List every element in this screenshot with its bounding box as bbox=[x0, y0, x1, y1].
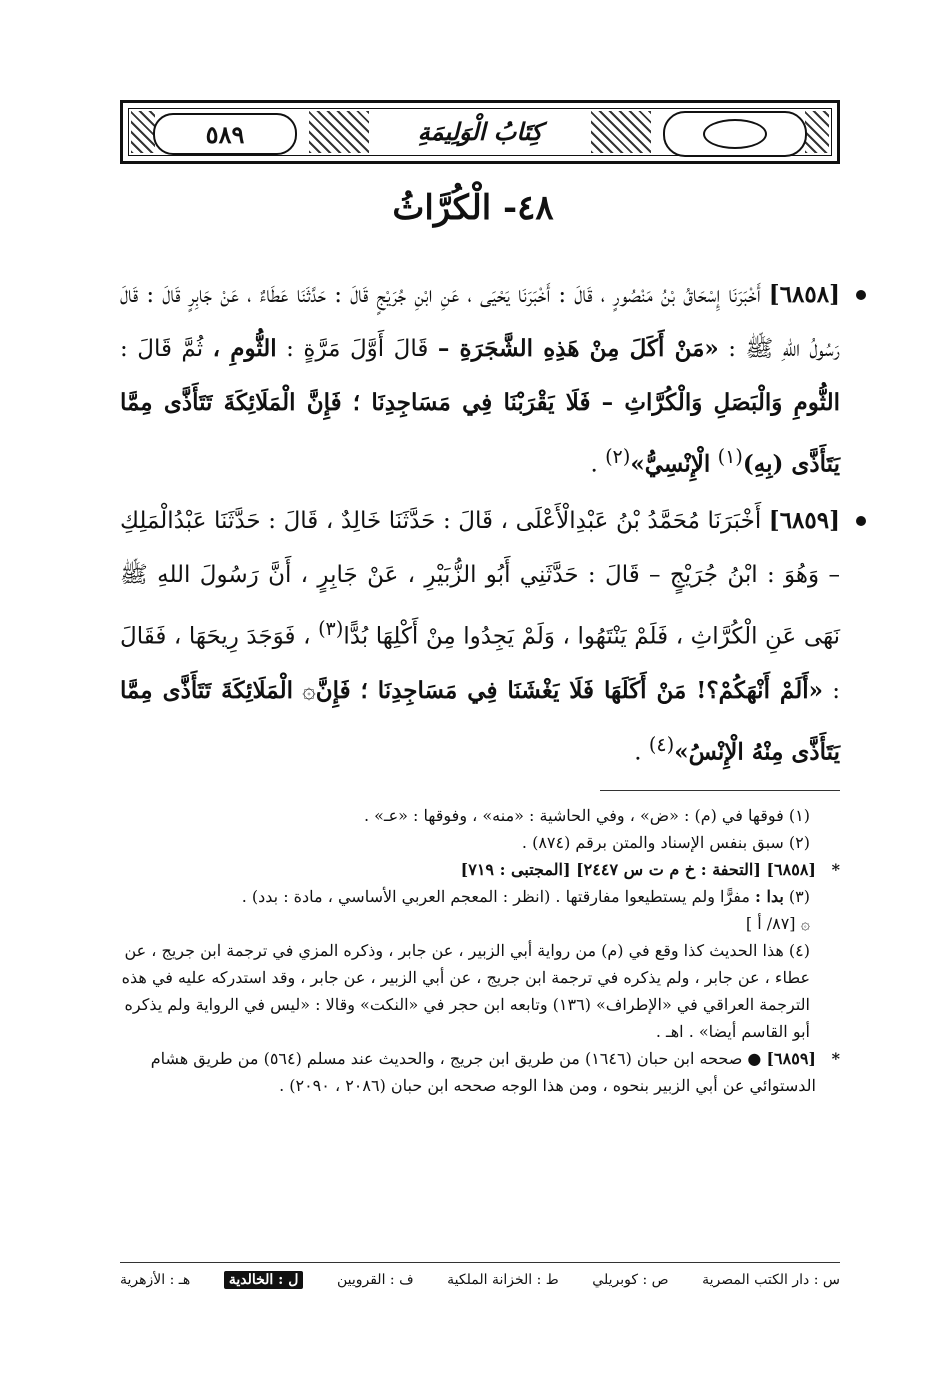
legend-item: ص : كوبريلي bbox=[592, 1272, 669, 1288]
bullet-icon bbox=[856, 290, 866, 300]
asterisk-icon: * bbox=[831, 860, 840, 879]
footnote-text: مفرًّا ولم يستطيعوا مفارقتها . (انظر : المعجم العربي الأساسي ، مادة : بدد) . bbox=[241, 887, 750, 906]
takhrij-text: ● صححه ابن حبان (١٦٤٦) من طريق ابن جريج ، والحديث عند مسلم (٥٦٤) من طريق هشام الدستوائي عن أبي الزبير بنحوه ، ومن هذا الوجه صححه ابن حبان (٢٠٨٦ ، ٢٠٩٠) . bbox=[150, 1049, 816, 1095]
page-header bbox=[120, 100, 840, 164]
prophetic-text: الْإِنْسِيُّ» bbox=[630, 450, 711, 478]
hadith-narration: أَخْبَرَنَا إِسْحَاقُ بْنُ مَنْصُورٍ ، قَالَ : أَخْبَرَنَا يَحْيَى ، عَنِ ابْنِ جُرَيْجٍ قَالَ : حَدَّثَنَا عَطَاءٌ ، عَنْ جَابِرٍ قَالَ : قَالَ رَسُولُ اللهِ ﷺ : bbox=[120, 282, 840, 362]
legend-divider bbox=[120, 1262, 840, 1263]
footnote-ref: (٢) bbox=[605, 445, 631, 468]
hadith-end: . bbox=[634, 739, 649, 766]
legend-item: س : دار الكتب المصرية bbox=[702, 1272, 840, 1288]
hadith-number: [٦٨٥٨] bbox=[768, 281, 840, 308]
folio-note bbox=[110, 910, 840, 937]
footnote-text: فوقها في (م) : «ض» ، وفي الحاشية : «منه» ، وفوقها : «عـ» . bbox=[363, 806, 784, 825]
footnote-ref: (١) bbox=[717, 445, 743, 468]
folio-text: ۞ [٨٧/ أ ] bbox=[745, 914, 810, 933]
book-title: كِتَابُ الْوَلِيمَةِ bbox=[417, 116, 543, 146]
ornament-band bbox=[805, 111, 829, 153]
takhrij-number: [٦٨٥٩] bbox=[766, 1049, 816, 1068]
prophetic-text: الثُّومِ وَالْبَصَلِ وَالْكُرَّاثِ – فَلَا يَقْرَبْنَا فِي مَسَاجِدِنَا ؛ فَإِنَّ الْمَلَائِكَةَ تَتَأَذَّى مِمَّا يَتَأَذَّى (بِهِ) bbox=[120, 389, 840, 478]
footnote-2 bbox=[110, 829, 840, 856]
hadith-6859 bbox=[120, 494, 840, 779]
publisher-logo bbox=[663, 111, 807, 157]
prophetic-text: «مَنْ أَكَلَ مِنْ هَذِهِ الشَّجَرَةِ – bbox=[437, 335, 719, 362]
footnote-number: (٣) bbox=[788, 887, 810, 906]
hadith-number: [٦٨٥٩] bbox=[768, 507, 840, 534]
hadith-6858 bbox=[120, 268, 840, 492]
ornament-band bbox=[591, 111, 651, 153]
footnote-text: سبق بنفس الإسناد والمتن برقم (٨٧٤) . bbox=[521, 833, 784, 852]
footnote-term: بدا : bbox=[755, 887, 784, 906]
page-number: ٥٨٩ bbox=[153, 113, 297, 155]
legend-item-highlighted: ل : الخالدية bbox=[224, 1271, 304, 1289]
legend-item: ط : الخزانة الملكية bbox=[447, 1272, 559, 1288]
asterisk-icon: * bbox=[831, 1049, 840, 1068]
footnote-number: (٢) bbox=[788, 833, 810, 852]
hadith-narration: ، فَوَجَدَ رِيحَهَا ، فَقَالَ : bbox=[120, 623, 840, 704]
footnote-divider bbox=[600, 790, 840, 791]
prophetic-text: الْمَلَائِكَةَ تَتَأَذَّى مِمَّا يَتَأَذَّى مِنْهُ الْإِنْسُ» bbox=[120, 676, 840, 766]
footnote-4 bbox=[110, 937, 840, 1045]
takhrij-6859 bbox=[110, 1045, 840, 1099]
hadith-narration: قَالَ أَوَّلَ مَرَّةٍ : bbox=[286, 336, 429, 362]
footnote-3 bbox=[110, 883, 840, 910]
chapter-title: ٤٨- الْكُرَّاثُ bbox=[392, 188, 554, 228]
manuscript-legend bbox=[120, 1266, 840, 1294]
footnote-ref: (٣) bbox=[318, 617, 344, 640]
footnotes bbox=[110, 802, 840, 1099]
bullet-icon bbox=[856, 516, 866, 526]
prophetic-text: الثُّومِ ، bbox=[212, 335, 277, 362]
prophetic-text: «أَلَمْ أَنْهَكُمْ؟! مَنْ أَكَلَهَا فَلَا يَغْشَنَا فِي مَسَاجِدِنَا ؛ فَإِنَّ bbox=[315, 676, 823, 704]
takhrij-text: [٦٨٥٨] [التحفة : خ م ت س ٢٤٤٧] [المجتبى : ٧١٩] bbox=[460, 860, 816, 879]
footnote-ref: (٤) bbox=[648, 732, 675, 756]
ornament-band bbox=[131, 111, 155, 153]
footnote-text: هذا الحديث كذا وقع في (م) من رواية أبي الزبير ، عن جابر ، وذكره المزي في ترجمة ابن جريج ، عن عطاء ، عن جابر ، ولم يذكره في ترجمة ابن جريج ، عن أبي الزبير ، عن جابر ، وقد استدركه عليه في هذه الترجمة العراقي في «الإطراف» (١٣٦) وتابعه ابن حجر في «النكت» وقالا : «ليس في الرواية ولم يذكره أبو القاسم أيضا» . اهـ . bbox=[121, 941, 810, 1041]
hadith-narration: ثُمَّ قَالَ : bbox=[120, 336, 204, 362]
hadith-end: . bbox=[590, 451, 606, 478]
takhrij-6858 bbox=[110, 856, 840, 883]
footnote-1 bbox=[110, 802, 840, 829]
hadith-narration: أَخْبَرَنَا مُحَمَّدُ بْنُ عَبْدِالْأَعْلَى ، قَالَ : حَدَّثَنَا خَالِدٌ ، قَالَ : حَدَّثَنَا عَبْدُالْمَلِكِ – وَهُوَ : ابْنُ جُرَيْجٍ – قَالَ : حَدَّثَنِي أَبُو الزُّبَيْرِ ، عَنْ جَابِرٍ ، أَنَّ رَسُولَ اللهِ ﷺ نَهَى عَنِ الْكُرَّاثِ ، فَلَمْ يَنْتَهُوا ، وَلَمْ يَجِدُوا مِنْ أَكْلِهَا بُدًّا bbox=[120, 508, 840, 650]
footnote-number: (٤) bbox=[788, 941, 810, 960]
footnote-number: (١) bbox=[788, 806, 810, 825]
ornament-band bbox=[309, 111, 369, 153]
folio-marker-icon: ۞ bbox=[302, 677, 316, 704]
legend-item: ف : القرويين bbox=[336, 1272, 414, 1288]
legend-item: هـ : الأزهرية bbox=[120, 1272, 191, 1288]
